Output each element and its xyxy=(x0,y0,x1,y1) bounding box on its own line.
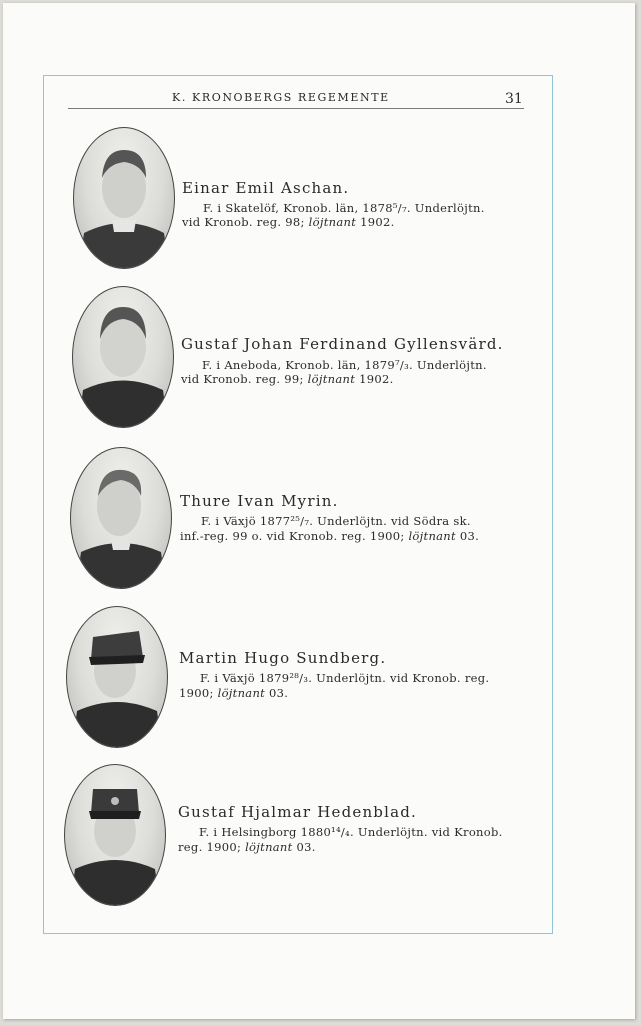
biography-line xyxy=(180,529,479,543)
portrait-photo xyxy=(72,286,174,428)
officer-name: Thure Ivan Myrin. xyxy=(180,492,339,510)
portrait-photo xyxy=(70,447,172,589)
officer-name: Gustaf Johan Ferdinand Gyllensvärd. xyxy=(181,335,504,353)
rank-text: löjtnant xyxy=(245,840,293,854)
biography-text: 1902. xyxy=(356,215,395,229)
biography-line: F. i Växjö 1879²⁸/₃. Underlöjtn. vid Kronob. reg. xyxy=(200,671,490,685)
portrait-photo xyxy=(73,127,175,269)
biography-text: 03. xyxy=(292,840,316,854)
biography-line xyxy=(178,840,316,854)
biography-line xyxy=(179,686,288,700)
biography-text: vid Kronob. reg. 99; xyxy=(181,372,308,386)
biography-line xyxy=(182,215,395,229)
biography-line: F. i Helsingborg 1880¹⁴/₄. Underlöjtn. vid Kronob. xyxy=(199,825,503,839)
biography-line xyxy=(181,372,394,386)
biography-text: 1900; xyxy=(179,686,218,700)
officer-name: Gustaf Hjalmar Hedenblad. xyxy=(178,803,418,821)
biography-line: F. i Aneboda, Kronob. län, 1879⁷/₃. Underlöjtn. xyxy=(202,358,487,372)
running-header: K. KRONOBERGS REGEMENTE xyxy=(172,91,390,104)
biography-text: 03. xyxy=(265,686,289,700)
biography-line: F. i Skatelöf, Kronob. län, 1878⁵/₇. Underlöjtn. xyxy=(203,201,485,215)
rank-text: löjtnant xyxy=(217,686,266,700)
portrait-photo xyxy=(66,606,168,748)
page-number: 31 xyxy=(505,91,523,107)
biography-text: inf.-reg. 99 o. vid Kronob. reg. 1900; xyxy=(180,529,409,543)
biography-text: vid Kronob. reg. 98; xyxy=(182,215,309,229)
header-rule xyxy=(68,108,524,109)
rank-text: löjtnant xyxy=(408,529,456,543)
biography-text: 03. xyxy=(455,529,480,543)
biography-text: 1902. xyxy=(355,372,394,386)
biography-text: reg. 1900; xyxy=(178,840,246,854)
officer-name: Martin Hugo Sundberg. xyxy=(179,649,387,667)
biography-line: F. i Växjö 1877²⁵/₇. Underlöjtn. vid Södra sk. xyxy=(201,514,471,528)
rank-text: löjtnant xyxy=(308,215,357,229)
officer-name: Einar Emil Aschan. xyxy=(182,179,350,197)
portrait-photo xyxy=(64,764,166,906)
rank-text: löjtnant xyxy=(307,372,356,386)
